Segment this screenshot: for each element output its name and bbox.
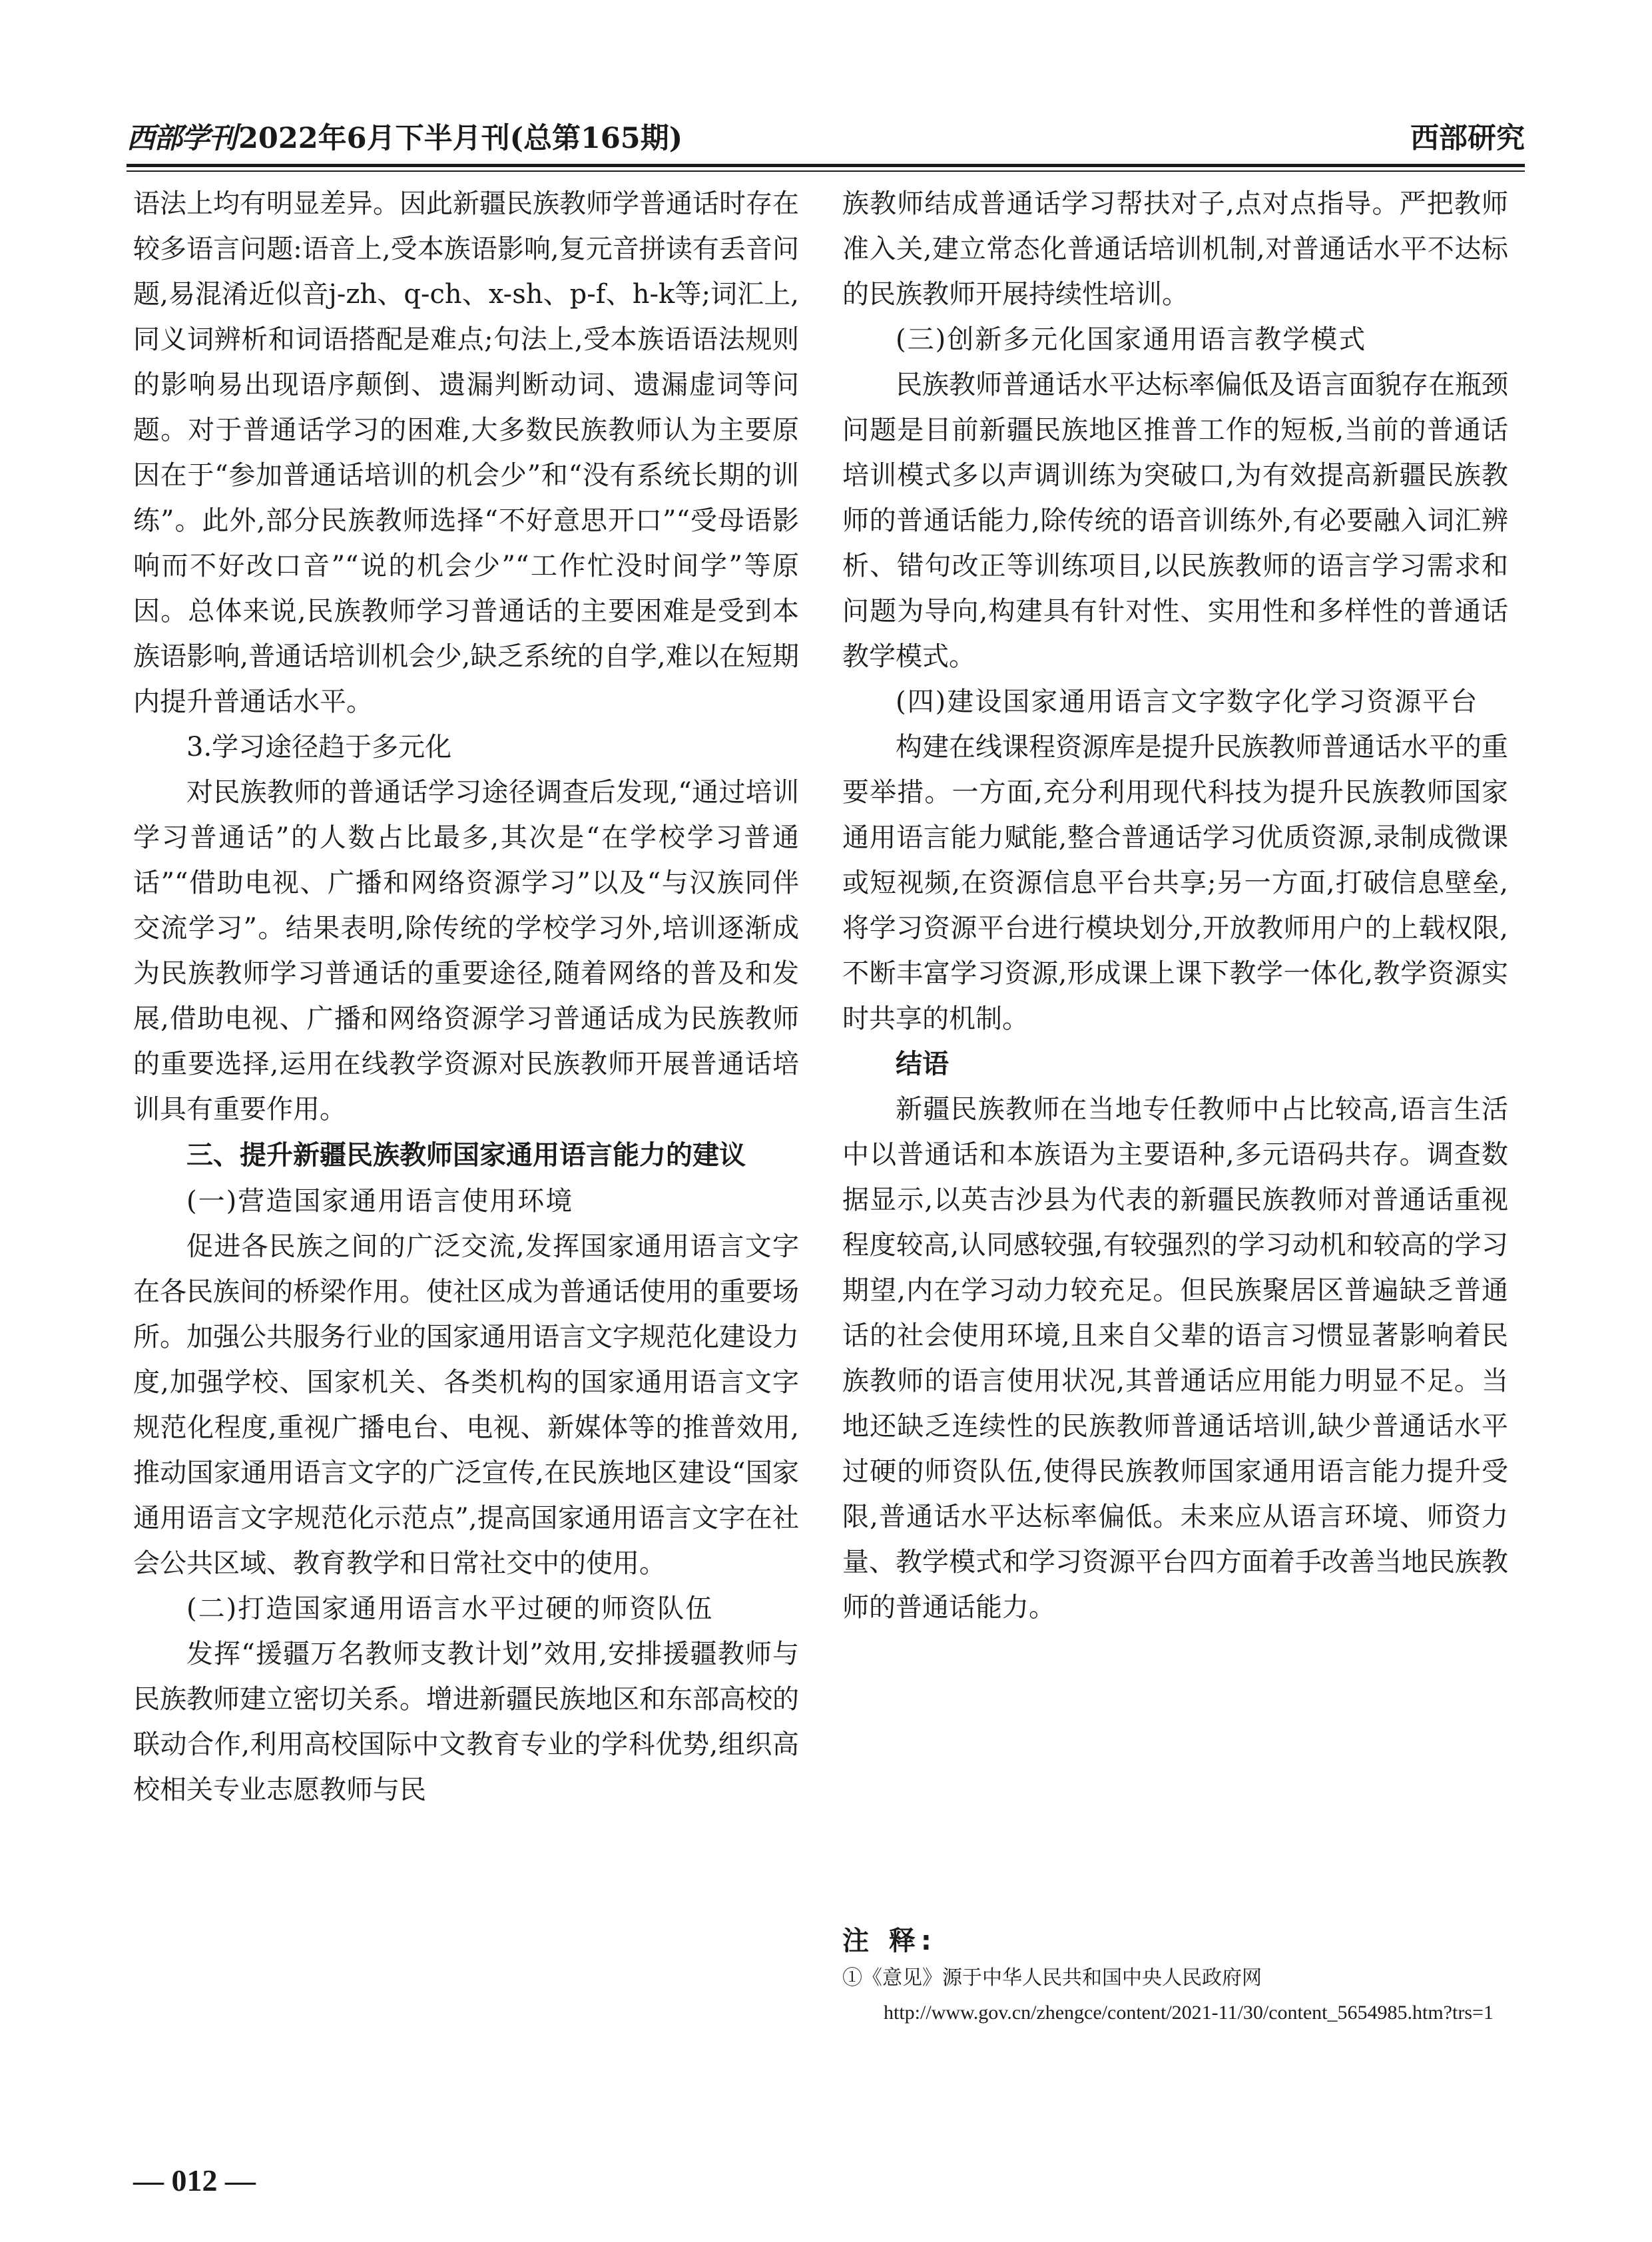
- subheading-3: 3.学习途径趋于多元化: [186, 732, 452, 762]
- body-paragraph: 语法上均有明显差异。因此新疆民族教师学普通话时存在较多语言问题:语音上,受本族语影响,复元音拼读有丢音问题,易混淆近似音j-zh、q-ch、x-sh、p-f、h-k等;词汇上,同义词辨析和词语搭配是难点;句法上,受本族语语法规则的影响易出现语序颠倒、遗漏判断动词、遗漏虚词等问题。对于普通话学习的困难,大多数民族教师认为主要原因在于“参加普通话培训的机会少”和“没有系统长期的训练”。此外,部分民族教师选择“不好意思开口”“受母语影响而不好改口音”“说的机会少”“工作忙没时间学”等原因。总体来说,民族教师学习普通话的主要困难是受到本族语影响,普通话培训机会少,缺乏系统的自学,难以在短期内提升普通话水平。: [133, 188, 799, 717]
- page-number: — 012 —: [133, 2163, 256, 2197]
- notes-section: [842, 1921, 1508, 2030]
- journal-logo: 西部学刊: [127, 122, 236, 155]
- body-paragraph: 对民族教师的普通话学习途径调查后发现,“通过培训学习普通话”的人数占比最多,其次是“在学校学习普通话”“借助电视、广播和网络资源学习”以及“与汉族同伴交流学习”。结果表明,除传统的学校学习外,培训逐渐成为民族教师学习普通话的重要途径,随着网络的普及和发展,借助电视、广播和网络资源学习普通话成为民族教师的重要选择,运用在线教学资源对民族教师开展普通话培训具有重要作用。: [133, 777, 799, 1125]
- journal-issue-line: [127, 116, 683, 156]
- notes-title: 注 释:: [842, 1926, 937, 1956]
- body-paragraph: 构建在线课程资源库是提升民族教师普通话水平的重要举措。一方面,充分利用现代科技为提升民族教师国家通用语言能力赋能,整合普通话学习优质资源,录制成微课或短视频,在资源信息平台共享;另一方面,打破信息壁垒,将学习资源平台进行模块划分,开放教师用户的上载权限,不断丰富学习资源,形成课上课下教学一体化,教学资源实时共享的机制。: [842, 732, 1508, 1034]
- body-paragraph: 民族教师普通话水平达标率偏低及语言面貌存在瓶颈问题是目前新疆民族地区推普工作的短板,当前的普通话培训模式多以声调训练为突破口,为有效提高新疆民族教师的普通话能力,除传统的语音训练外,有必要融入词汇辨析、错句改正等训练项目,以民族教师的语言学习需求和问题为导向,构建具有针对性、实用性和多样性的普通话教学模式。: [842, 370, 1508, 672]
- header-rule-thin: [127, 170, 1525, 172]
- body-paragraph: 新疆民族教师在当地专任教师中占比较高,语言生活中以普通话和本族语为主要语种,多元语码共存。调查数据显示,以英吉沙县为代表的新疆民族教师对普通话重视程度较高,认同感较强,有较强烈的学习动机和较高的学习期望,内在学习动力较充足。但民族聚居区普遍缺乏普通话的社会使用环境,且来自父辈的语言习惯显著影响着民族教师的语言使用状况,其普通话应用能力明显不足。当地还缺乏连续性的民族教师普通话培训,缺少普通话水平过硬的师资队伍,使得民族教师国家通用语言能力提升受限,普通话水平达标率偏低。未来应从语言环境、师资力量、教学模式和学习资源平台四方面着手改善当地民族教师的普通话能力。: [842, 1094, 1508, 1623]
- section-heading: 三、提升新疆民族教师国家通用语言能力的建议: [186, 1140, 746, 1171]
- right-column: [842, 181, 1508, 1630]
- body-paragraph: 族教师结成普通话学习帮扶对子,点对点指导。严把教师准入关,建立常态化普通话培训机制,对普通话水平不达标的民族教师开展持续性培训。: [842, 188, 1508, 310]
- conclusion-heading: 结语: [896, 1049, 949, 1079]
- left-column: [133, 181, 799, 1813]
- body-paragraph: 促进各民族之间的广泛交流,发挥国家通用语言文字在各民族间的桥梁作用。使社区成为普通话使用的重要场所。加强公共服务行业的国家通用语言文字规范化建设力度,加强学校、国家机关、各类机构的国家通用语言文字规范化程度,重视广播电台、电视、新媒体等的推普效用,推动国家通用语言文字的广泛宣传,在民族地区建设“国家通用语言文字规范化示范点”,提高国家通用语言文字在社会公共区域、教育教学和日常社交中的使用。: [133, 1231, 799, 1579]
- page-header: [127, 112, 1525, 158]
- subheading-4: (四)建设国家通用语言文字数字化学习资源平台: [896, 687, 1479, 717]
- subheading-1: (一)营造国家通用语言使用环境: [186, 1186, 574, 1217]
- section-name: 西部研究: [1410, 122, 1525, 155]
- header-rule-thick: [127, 164, 1525, 167]
- note-item: ①《意见》源于中华人民共和国中央人民政府网: [842, 1966, 1262, 1990]
- note-url-link[interactable]: http://www.gov.cn/zhengce/content/2021-11/30/content_5654985.htm?trs=1: [884, 2002, 1494, 2024]
- body-paragraph: 发挥“援疆万名教师支教计划”效用,安排援疆教师与民族教师建立密切关系。增进新疆民族地区和东部高校的联动合作,利用高校国际中文教育专业的学科优势,组织高校相关专业志愿教师与民: [133, 1639, 799, 1805]
- issue-info: 2022年6月下半月刊(总第165期): [238, 122, 683, 155]
- subheading-2: (二)打造国家通用语言水平过硬的师资队伍: [186, 1593, 714, 1624]
- subheading-3: (三)创新多元化国家通用语言教学模式: [896, 324, 1367, 355]
